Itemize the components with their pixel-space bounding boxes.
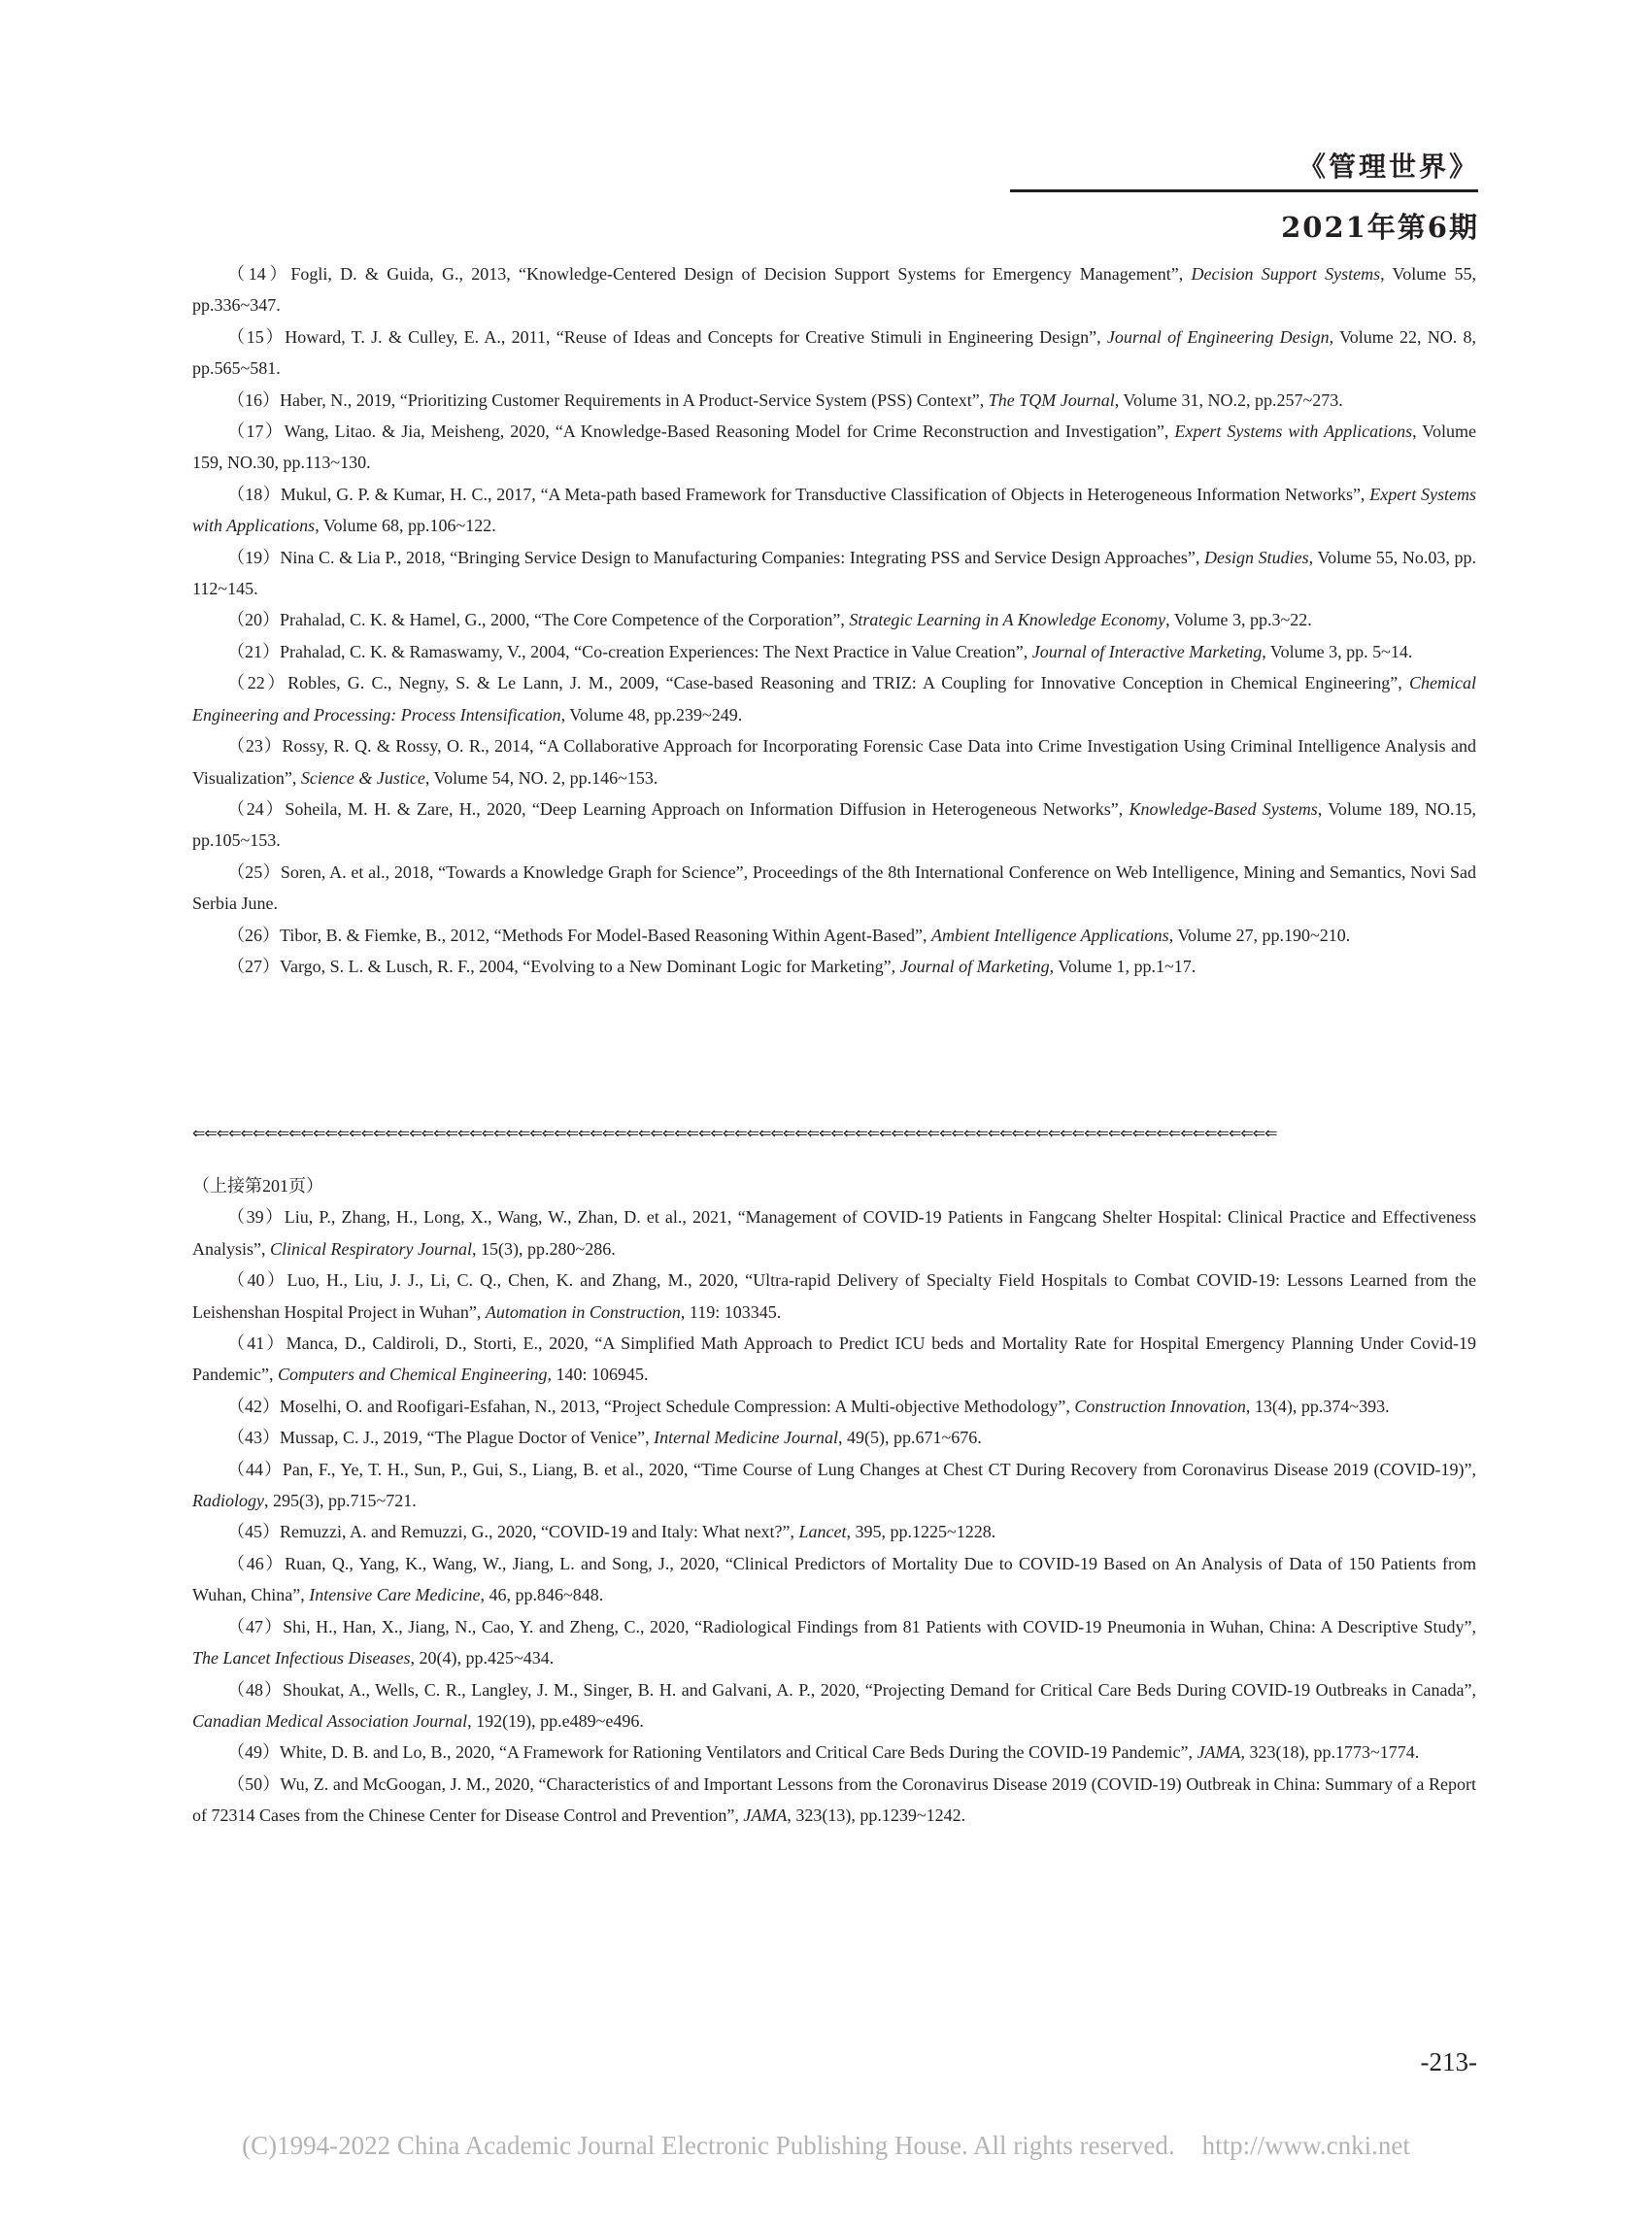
reference-source: Lancet [798,1522,847,1542]
reference-source: Computers and Chemical Engineering [277,1365,548,1385]
reference-item [192,920,1476,951]
reference-details: , 13(4), pp.374~393. [1245,1396,1390,1416]
reference-source: Strategic Learning in A Knowledge Economy [849,610,1166,630]
reference-text: （43）Mussap, C. J., 2019, “The Plague Doctor of Venice”, [227,1428,655,1448]
reference-item [192,479,1476,542]
reference-text: （14）Fogli, D. & Guida, G., 2013, “Knowledge-Centered Design of Decision Support Systems for Emergency Management”, [227,264,1192,284]
reference-source: JAMA [1197,1742,1241,1763]
reference-item [192,1737,1476,1768]
reference-source: Internal Medicine Journal [654,1428,839,1448]
reference-text: （17）Wang, Litao. & Jia, Meisheng, 2020, “A Knowledge-Based Reasoning Model for Crime Reconstruction and Investigation”, [227,422,1175,442]
section-separator: ⇐⇐⇐⇐⇐⇐⇐⇐⇐⇐⇐⇐⇐⇐⇐⇐⇐⇐⇐⇐⇐⇐⇐⇐⇐⇐⇐⇐⇐⇐⇐⇐⇐⇐⇐⇐⇐⇐⇐⇐⇐⇐⇐⇐⇐⇐⇐⇐⇐⇐⇐⇐⇐⇐⇐⇐⇐⇐⇐⇐⇐⇐⇐⇐⇐⇐⇐⇐⇐⇐⇐⇐⇐⇐⇐⇐⇐⇐⇐⇐⇐⇐⇐⇐⇐⇐⇐⇐⇐⇐ [192,1127,1277,1140]
reference-details: , 323(18), pp.1773~1774. [1240,1742,1420,1763]
reference-source: Clinical Respiratory Journal [270,1238,472,1259]
reference-text: （20）Prahalad, C. K. & Hamel, G., 2000, “The Core Competence of the Corporation”, [227,610,850,630]
copyright-footer [0,2131,1652,2161]
reference-text: （41）Manca, D., Caldiroli, D., Storti, E., 2020, “A Simplified Math Approach to Predict ICU beds and Mortality Rate for Hospital Emergency Planning Under Covid-19 Pandemic”, [192,1333,1476,1385]
reference-text: （19）Nina C. & Lia P., 2018, “Bringing Service Design to Manufacturing Companies: Integrating PSS and Service Design Approaches”, [227,547,1205,567]
reference-source: Knowledge-Based Systems [1129,798,1318,819]
reference-source: Expert Systems with Applications [192,484,1477,536]
reference-details: , Volume 159, NO.30, pp.113~130. [192,422,1476,473]
reference-details: , Volume 27, pp.190~210. [1168,925,1351,945]
reference-item [192,416,1476,479]
reference-item [192,636,1476,667]
reference-text: （21）Prahalad, C. K. & Ramaswamy, V., 2004, “Co-creation Experiences: The Next Practice in Value Creation”, [227,641,1032,661]
reference-source: The Lancet Infectious Diseases [192,1648,411,1669]
reference-item [192,385,1476,416]
reference-details: , 20(4), pp.425~434. [410,1648,555,1669]
reference-item [192,1265,1476,1328]
references-list-bottom [192,1170,1476,1832]
copyright-text: (C)1994-2022 China Academic Journal Electronic Publishing House. All rights reserved. [242,2131,1175,2160]
reference-text: （18）Mukul, G. P. & Kumar, H. C., 2017, “A Meta-path based Framework for Transductive Classification of Objects in Heterogeneous Information Networks”, [227,484,1370,504]
reference-source: Journal of Interactive Marketing [1031,641,1263,661]
reference-source: Intensive Care Medicine [309,1585,481,1605]
reference-item [192,542,1476,605]
reference-text: （15）Howard, T. J. & Culley, E. A., 2011, “Reuse of Ideas and Concepts for Creative Stimuli in Engineering Design”, [227,326,1107,347]
reference-text: （40）Luo, H., Liu, J. J., Li, C. Q., Chen, K. and Zhang, M., 2020, “Ultra-rapid Delivery of Specialty Field Hospitals to Combat COVID-19: Lessons Learned from the Leishenshan Hospital Project in Wuhan”, [192,1270,1476,1322]
reference-text: （24）Soheila, M. H. & Zare, H., 2020, “Deep Learning Approach on Information Diffusion in Heterogeneous Networks”, [227,798,1129,819]
reference-item [192,667,1476,730]
footer-url: http://www.cnki.net [1201,2131,1410,2160]
reference-details: , Volume 48, pp.239~249. [560,704,743,725]
reference-details: , 49(5), pp.671~676. [838,1428,982,1448]
reference-item [192,730,1476,793]
reference-details: , 295(3), pp.715~721. [264,1491,417,1511]
reference-item [192,1328,1476,1391]
reference-item [192,1201,1476,1265]
reference-source: Journal of Marketing [899,956,1050,976]
reference-text: （44）Pan, F., Ye, T. H., Sun, P., Gui, S., Liang, B. et al., 2020, “Time Course of Lung Changes at Chest CT During Recovery from Coronavirus Disease 2019 (COVID-19)”, [227,1459,1476,1479]
reference-source: Expert Systems with Applications [1174,422,1413,442]
reference-item [192,793,1476,857]
reference-item [192,1674,1476,1737]
reference-details: , Volume 31, NO.2, pp.257~273. [1114,389,1343,410]
reference-details: , Volume 189, NO.15, pp.105~153. [192,798,1477,851]
reference-item [192,604,1476,635]
reference-source: Journal of Engineering Design [1106,326,1330,347]
reference-item [192,258,1476,321]
reference-text: （23）Rossy, R. Q. & Rossy, O. R., 2014, “A Collaborative Approach for Incorporating Forensic Case Data into Crime Investigation Using Criminal Intelligence Analysis and Visualization”, [192,736,1476,788]
reference-source: Construction Innovation [1074,1396,1246,1416]
issue-label: 2021年第6期 [1281,211,1479,244]
page-number: -213- [1420,2047,1477,2076]
reference-source: Design Studies [1204,547,1309,567]
reference-source: Decision Support Systems [1191,264,1381,284]
reference-details: , 323(13), pp.1239~1242. [787,1805,966,1826]
reference-text: （48）Shoukat, A., Wells, C. R., Langley, J. M., Singer, B. H. and Galvani, A. P., 2020, “Projecting Demand for Critical Care Beds During COVID-19 Outbreaks in Canada”, [227,1679,1476,1700]
reference-text: （25）Soren, A. et al., 2018, “Towards a Knowledge Graph for Science”, Proceedings of the 8th International Conference on Web Intelligence, Mining and Semantics, Novi Sad Serbia June. [192,861,1476,914]
reference-source: Ambient Intelligence Applications [931,925,1169,945]
reference-text: （39）Liu, P., Zhang, H., Long, X., Wang, W., Zhan, D. et al., 2021, “Management of COVID-19 Patients in Fangcang Shelter Hospital: Clinical Practice and Effectiveness Analysis”, [192,1207,1476,1259]
reference-item [192,1454,1476,1517]
reference-text: （50）Wu, Z. and McGoogan, J. M., 2020, “Characteristics of and Important Lessons from the Coronavirus Disease 2019 (COVID-19) Outbreak in China: Summary of a Report of 72314 Cases from the Chinese Center for Disease Control and Prevention”, [192,1773,1476,1826]
reference-source: Radiology [192,1491,264,1511]
reference-text: （46）Ruan, Q., Yang, K., Wang, W., Jiang, L. and Song, J., 2020, “Clinical Predictors of Mortality Due to COVID-19 Based on An Analysis of Data of 150 Patients from Wuhan, China”, [192,1553,1476,1605]
reference-text: （26）Tibor, B. & Fiemke, B., 2012, “Methods For Model-Based Reasoning Within Agent-Based”, [227,925,932,945]
reference-item [192,1516,1476,1547]
reference-text: （22）Robles, G. C., Negny, S. & Le Lann, J. M., 2009, “Case-based Reasoning and TRIZ: A Coupling for Innovative Conception in Chemical Engineering”, [227,673,1409,693]
reference-item [192,321,1476,385]
reference-details: , Volume 55, pp.336~347. [192,264,1476,316]
reference-item [192,951,1476,982]
reference-details: , Volume 54, NO. 2, pp.146~153. [424,767,658,788]
reference-item [192,1422,1476,1453]
reference-details: , 119: 103345. [680,1301,782,1322]
reference-source: Science & Justice [300,767,425,788]
reference-source: Chemical Engineering and Processing: Process Intensification [192,673,1476,725]
reference-source: The TQM Journal [988,389,1115,410]
reference-details: , 15(3), pp.280~286. [471,1238,616,1259]
reference-source: JAMA [743,1805,788,1826]
reference-text: （42）Moselhi, O. and Roofigari-Esfahan, N., 2013, “Project Schedule Compression: A Multi-objective Methodology”, [227,1396,1075,1416]
journal-title: 《管理世界》 [1298,151,1479,183]
reference-item [192,1548,1476,1611]
reference-details: , 395, pp.1225~1228. [846,1522,996,1542]
reference-details: , 192(19), pp.e489~e496. [467,1710,644,1731]
reference-source: Canadian Medical Association Journal [192,1710,468,1731]
continued-note: （上接第201页） [192,1176,323,1196]
reference-details: , Volume 3, pp. 5~14. [1262,641,1413,661]
reference-item [192,1611,1476,1674]
reference-text: （27）Vargo, S. L. & Lusch, R. F., 2004, “Evolving to a New Dominant Logic for Marketing”, [227,956,900,976]
reference-details: , Volume 3, pp.3~22. [1165,610,1312,630]
reference-text: （49）White, D. B. and Lo, B., 2020, “A Framework for Rationing Ventilators and Critical Care Beds During the COVID-19 Pandemic”, [227,1742,1197,1763]
reference-details: , 46, pp.846~848. [480,1585,604,1605]
header-rule [1010,189,1478,192]
reference-details: , Volume 22, NO. 8, pp.565~581. [192,326,1476,379]
reference-details: , Volume 1, pp.1~17. [1049,956,1197,976]
reference-details: , Volume 55, No.03, pp. 112~145. [192,547,1476,599]
reference-item [192,1391,1476,1422]
reference-text: （45）Remuzzi, A. and Remuzzi, G., 2020, “COVID-19 and Italy: What next?”, [227,1522,799,1542]
reference-details: , 140: 106945. [547,1365,649,1385]
reference-text: （47）Shi, H., Han, X., Jiang, N., Cao, Y. and Zheng, C., 2020, “Radiological Findings from 81 Patients with COVID-19 Pneumonia in Wuhan, China: A Descriptive Study”, [227,1616,1476,1636]
reference-item [192,1769,1476,1832]
reference-details: , Volume 68, pp.106~122. [315,516,496,536]
reference-source: Automation in Construction [485,1301,681,1322]
reference-text: （16）Haber, N., 2019, “Prioritizing Customer Requirements in A Product-Service System (PSS) Context”, [227,389,989,410]
references-list-top [192,258,1476,982]
reference-item [192,857,1476,920]
